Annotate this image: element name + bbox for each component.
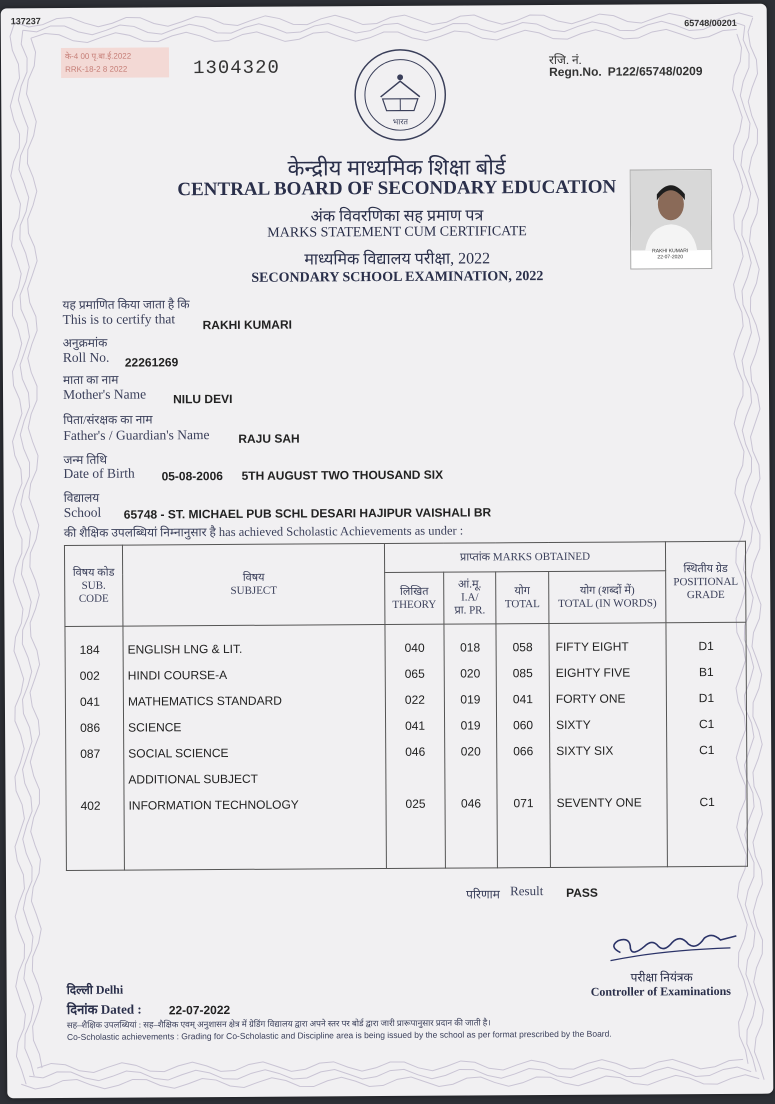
mother-label-hi: माता का नाम (62, 372, 119, 387)
controller-title: Controller of Examinations (590, 983, 731, 999)
ia-cell: 018 (460, 640, 481, 655)
footnote: Co-Scholastic achievements : Grading for Co-Scholastic and Discipline area is being issued by the school as per format prescribed by the Board. (66, 1028, 612, 1042)
place: दिल्ली Delhi (66, 982, 124, 997)
theory-cell: 065 (404, 666, 425, 681)
code-cell: 041 (79, 694, 100, 709)
marksheet-paper (1, 4, 774, 1099)
ia-cell: 019 (460, 718, 481, 733)
doc-title-hindi: अंक विवरणिका सह प्रमाण पत्र (310, 207, 484, 226)
signature (600, 916, 740, 973)
grade-cell: D1 (698, 639, 714, 654)
total-cell: 066 (513, 744, 534, 759)
total-cell: 071 (513, 796, 534, 811)
col-code (65, 626, 124, 870)
father-label-hi: पिता/संरक्षक का नाम (63, 412, 153, 427)
theory-cell: 040 (404, 640, 425, 655)
photo-caption: RAKHI KUMARI 22-07-2020 (652, 248, 689, 261)
certify-label-hi: यह प्रमाणित किया जाता है कि (62, 297, 190, 312)
subject-cell: INFORMATION TECHNOLOGY (128, 797, 299, 813)
dated-label: दिनांक Dated : (66, 1001, 142, 1017)
header-theory: लिखित THEORY (385, 572, 444, 624)
roll-label-hi: अनुक्रमांक (62, 335, 108, 350)
code-cell: 087 (80, 746, 101, 761)
father-name: RAJU SAH (238, 431, 300, 446)
words-cell: FORTY ONE (555, 691, 626, 706)
col-ia (444, 624, 497, 868)
regn-number: Regn.No. P122/65748/0209 (549, 64, 703, 80)
total-cell: 041 (512, 692, 533, 707)
header-code: विषय कोड SUB. CODE (64, 545, 122, 626)
dated-value: 22-07-2022 (168, 1002, 231, 1018)
col-words (549, 623, 668, 868)
theory-cell: 025 (405, 796, 426, 811)
grade-cell: D1 (698, 691, 715, 706)
subject-cell: SCIENCE (128, 720, 182, 735)
dob-label: Date of Birth (63, 465, 135, 481)
words-cell: SEVENTY ONE (556, 795, 642, 810)
grade-cell: C1 (699, 743, 715, 758)
subject-cell: ENGLISH LNG & LIT. (127, 641, 243, 657)
roll-label: Roll No. (62, 349, 110, 365)
words-cell: SIXTY SIX (556, 743, 614, 758)
result-label: Result (510, 883, 544, 899)
theory-cell: 041 (405, 718, 426, 733)
board-name-hindi: केन्द्रीय माध्यमिक शिक्षा बोर्ड (287, 154, 506, 181)
ia-cell: 020 (460, 666, 481, 681)
dob-value: 05-08-2006 (161, 469, 223, 484)
ia-cell: 019 (460, 692, 481, 707)
subject-cell: SOCIAL SCIENCE (128, 745, 229, 761)
grade-cell: C1 (698, 717, 715, 732)
header-grade: स्थितीय ग्रेड POSITIONAL GRADE (665, 541, 745, 622)
header-total: योग TOTAL (496, 572, 549, 624)
col-total (496, 624, 550, 868)
ia-cell: 020 (460, 744, 481, 759)
result-value: PASS (566, 885, 598, 900)
certify-label: This is to certify that (62, 311, 176, 327)
total-cell: 085 (512, 666, 533, 681)
result-label-hi: परिणाम (466, 887, 500, 902)
header-marks-obtained: प्राप्तांक MARKS OBTAINED (384, 542, 665, 573)
achievement-line: की शैक्षिक उपलब्धियां निम्नानुसार है has achieved Scholastic Achievements as under : (63, 523, 464, 540)
school-name: 65748 - ST. MICHAEL PUB SCHL DESARI HAJIPUR VAISHALI BR (123, 505, 492, 522)
header-ia: आं.मू. I.A/ प्रा. PR. (444, 572, 496, 624)
total-cell: 058 (512, 640, 533, 655)
theory-cell: 022 (404, 692, 425, 707)
dob-words: 5TH AUGUST TWO THOUSAND SIX (241, 467, 444, 483)
serial-top-right: 65748/00201 (684, 17, 737, 29)
words-cell: EIGHTY FIVE (555, 665, 631, 680)
mother-name: NILU DEVI (173, 391, 233, 407)
grade-cell: B1 (698, 665, 714, 680)
additional-subject-label: ADDITIONAL SUBJECT (128, 771, 259, 787)
header-subject: विषय SUBJECT (122, 544, 384, 627)
serial-top-left: 137237 (10, 16, 41, 27)
theory-cell: 046 (405, 744, 426, 759)
father-label: Father's / Guardian's Name (63, 427, 210, 443)
stamp: के-4 00 पृ.बा.ई.2022 RRK-18-2 8 2022 (61, 47, 169, 78)
grade-cell: C1 (699, 795, 715, 810)
certificate-number: 1304320 (192, 56, 280, 80)
exam-title: SECONDARY SCHOOL EXAMINATION, 2022 (251, 269, 544, 286)
exam-title-hindi: माध्यमिक विद्यालय परीक्षा, 2022 (304, 250, 491, 269)
header-total-words: योग (शब्दों में) TOTAL (IN WORDS) (549, 571, 666, 624)
doc-title: MARKS STATEMENT CUM CERTIFICATE (267, 224, 527, 241)
code-cell: 402 (80, 798, 101, 813)
board-name: CENTRAL BOARD OF SECONDARY EDUCATION (177, 176, 617, 201)
controller-title-hi: परीक्षा नियंत्रक (630, 970, 693, 985)
code-cell: 086 (80, 720, 101, 735)
words-cell: SIXTY (556, 717, 591, 732)
student-name: RAKHI KUMARI (202, 317, 292, 333)
col-subject (123, 625, 386, 871)
regn-label-hi: रजि. नं. (548, 52, 582, 68)
svg-text:भारत: भारत (392, 117, 409, 127)
col-theory (385, 624, 445, 868)
footnote-hindi: सह–शैक्षिक उपलब्धियां : सह–शैक्षिक एवम् अनुशासन क्षेत्र में ग्रेडिंग विद्यालय द्वारा अपने स्तर पर बोर्ड द्वारा जारी प्रारूपानुसार प्रदान की जाती है। (66, 1017, 491, 1030)
ia-cell: 046 (460, 796, 482, 811)
subject-cell: MATHEMATICS STANDARD (127, 693, 282, 709)
subject-cell: HINDI COURSE-A (127, 667, 228, 683)
col-grade (666, 622, 747, 866)
code-cell: 184 (79, 642, 100, 657)
words-cell: FIFTY EIGHT (555, 639, 629, 654)
dob-label-hi: जन्म तिथि (63, 452, 108, 467)
school-label-hi: विद्यालय (63, 490, 100, 505)
code-cell: 002 (79, 668, 100, 683)
cbse-logo-icon (351, 46, 450, 145)
roll-number: 22261269 (124, 355, 179, 370)
marks-table (64, 541, 748, 871)
mother-label: Mother's Name (62, 386, 147, 402)
school-label: School (63, 504, 102, 520)
total-cell: 060 (513, 718, 534, 733)
